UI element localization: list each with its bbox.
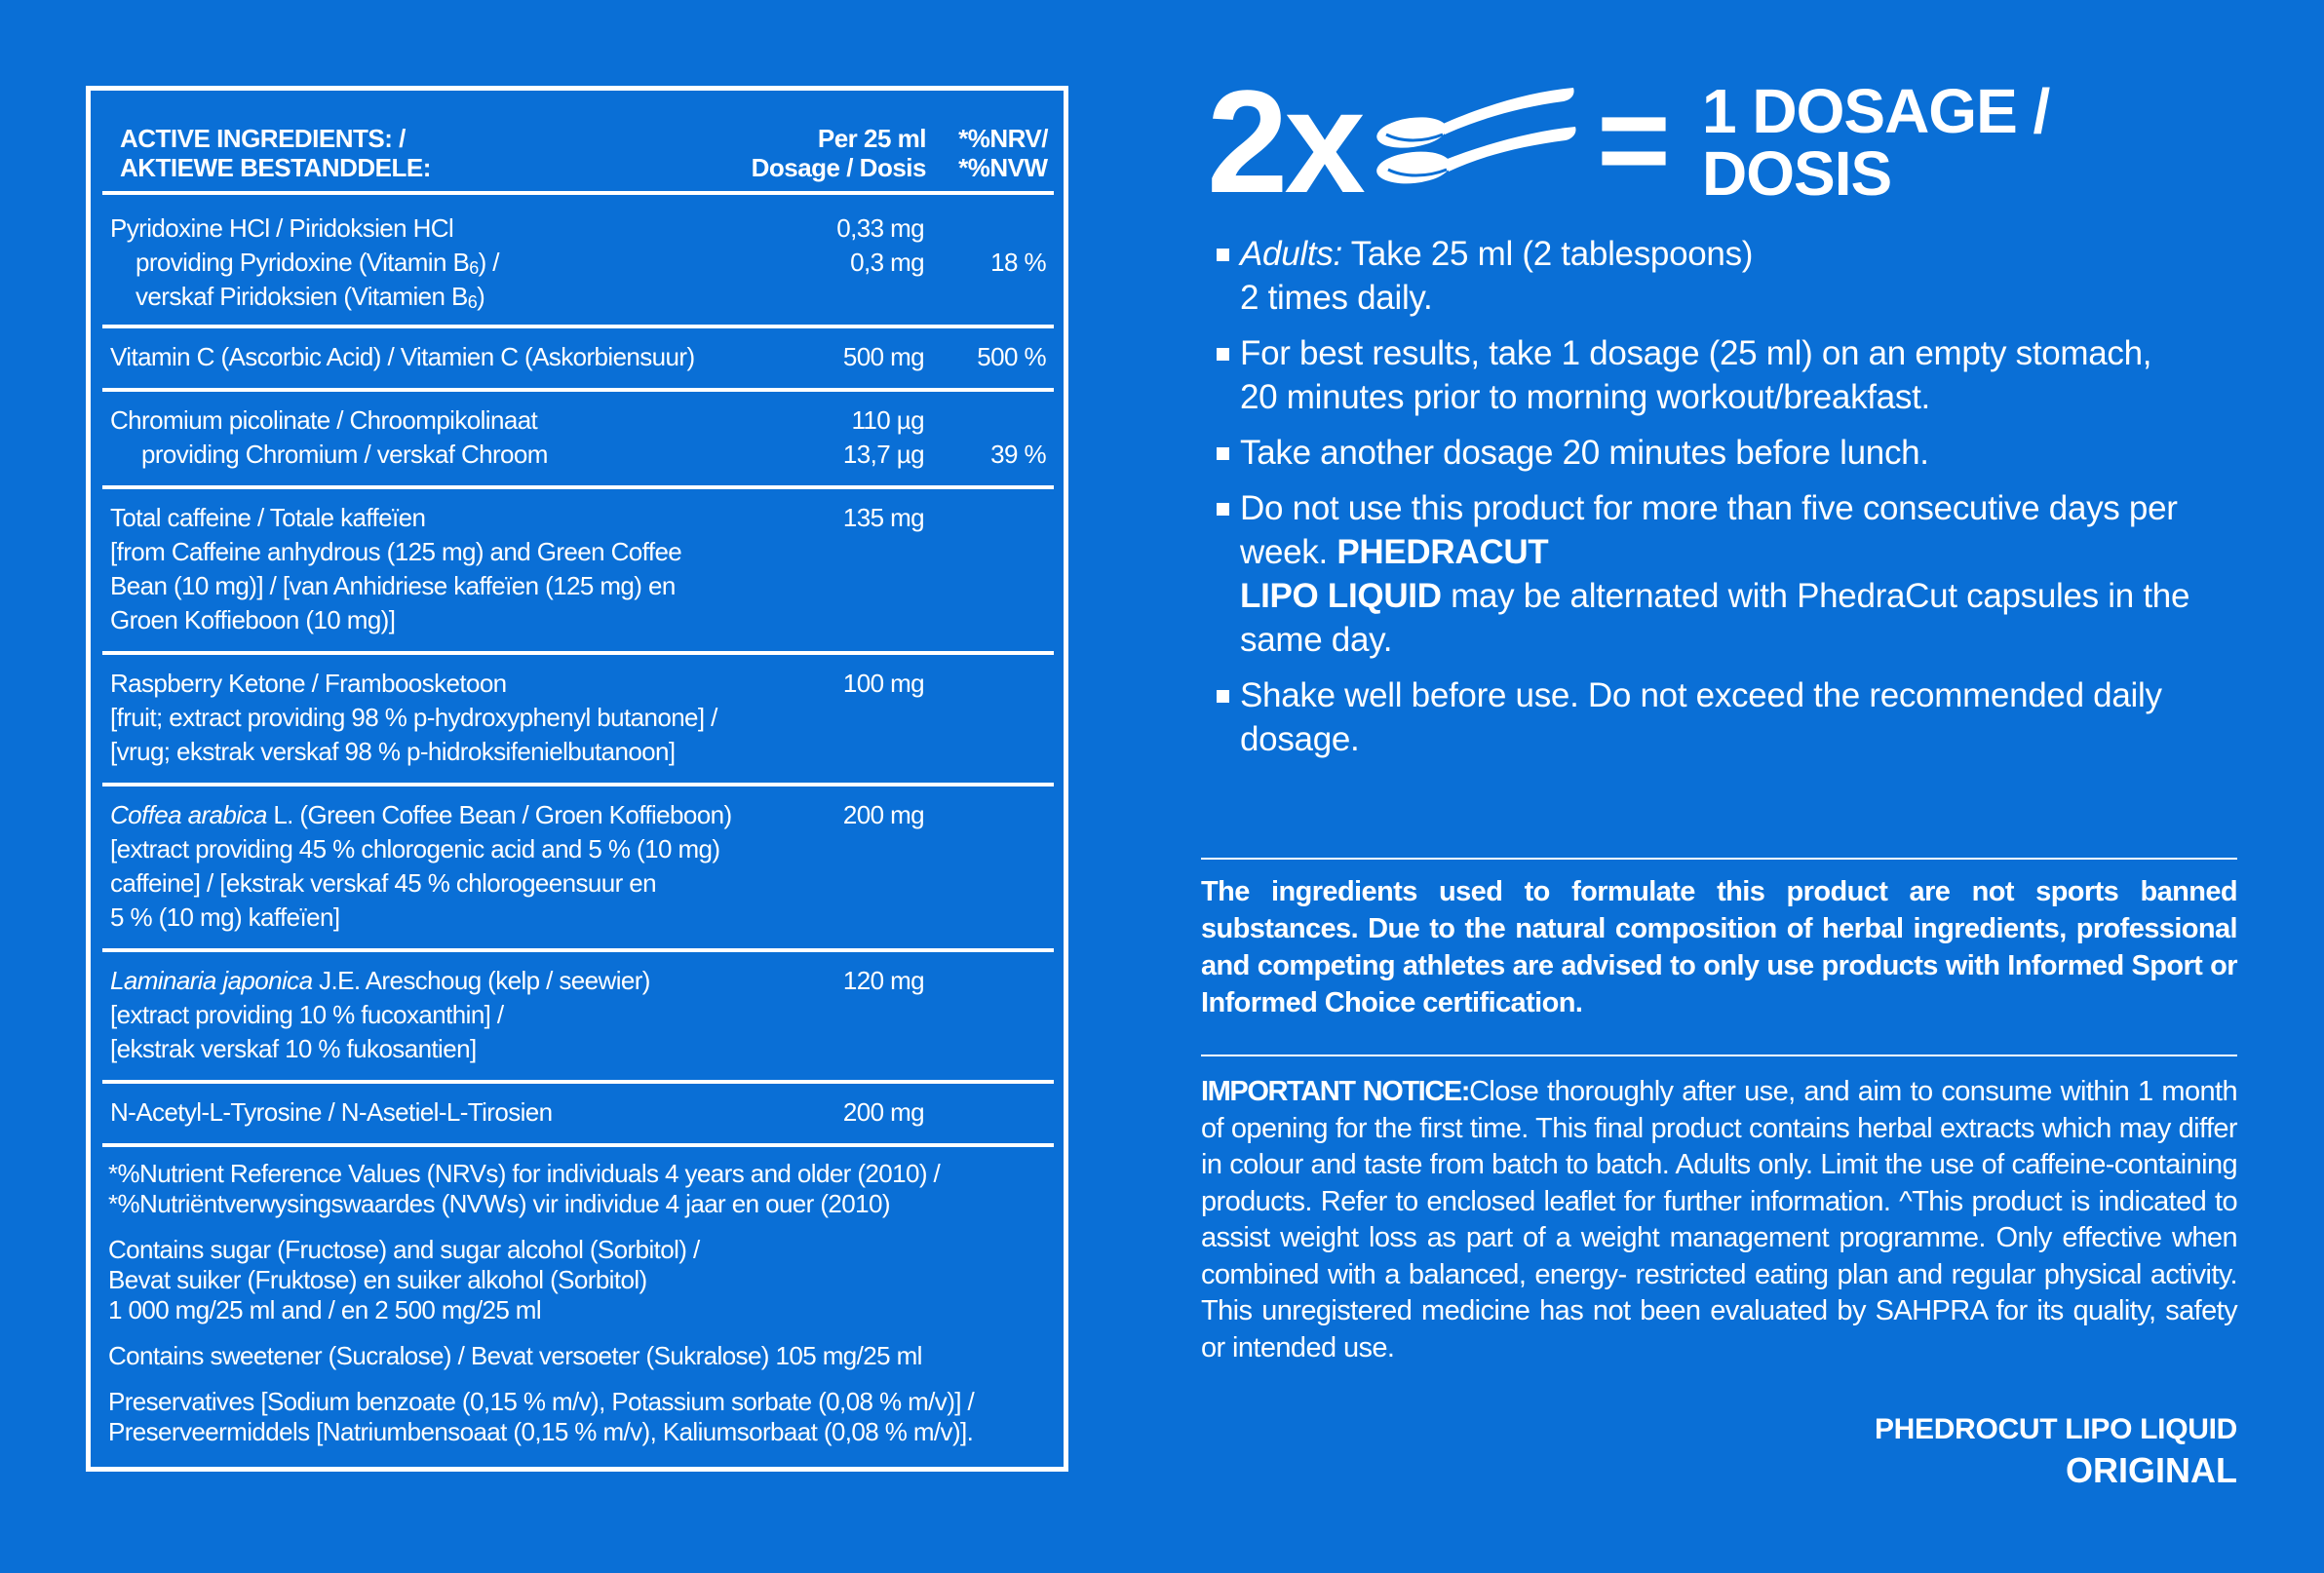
ingredient-name: Raspberry Ketone / Framboosketoon [fruit; extract providing 98 % p-hydroxyphenyl butanone] / [vrug; ekstrak verskaf 98 % p-hidroksifenielbutanoon] xyxy=(110,669,717,766)
ingredient-name: N-Acetyl-L-Tyrosine / N-Asetiel-L-Tirosien xyxy=(110,1097,553,1127)
table-divider xyxy=(102,1143,1054,1147)
header-nrv: *%NRV/ *%NVW xyxy=(958,124,1048,182)
ingredient-amount: 100 mg xyxy=(842,669,924,698)
ingredient-nrv: 500 % xyxy=(977,342,1046,371)
equals-sign: = xyxy=(1597,68,1671,211)
table-row xyxy=(110,211,1046,312)
table-divider xyxy=(102,325,1054,328)
footnote-nrv: *%Nutrient Reference Values (NRVs) for individuals 4 years and older (2010) / *%Nutriëntverwysingswaardes (NVWs) vir individue 4 jaar en ouer (2010) xyxy=(108,1159,941,1218)
ingredient-nrv: 18 % xyxy=(990,248,1046,277)
ingredient-nrv: 39 % xyxy=(990,440,1046,469)
direction-item: Shake well before use. Do not exceed the recommended daily dosage. xyxy=(1215,673,2238,761)
ingredient-amount: 135 mg xyxy=(842,503,924,532)
important-notice-text: Close thoroughly after use, and aim to consume within 1 month of opening for the first time. This final product contains herbal extracts which may differ in colour and taste from batch to batch. Adults only. Limit the use of caffeine-containing products. Refer to enclosed leaflet for further information. ^This product is indicated to assist weight loss as part of a weight management programme. Only effective when combined with a balanced, energy- restricted eating plan and regular physical activity. This unregistered medicine has not been evaluated by SAHPRA for its quality, safety or intended use. xyxy=(1201,1076,2237,1363)
ingredient-name: Pyridoxine HCl / Piridoksien HCl providing Pyridoxine (Vitamin $B_6$) / verskaf Piridoksien (Vitamien $B_6$) xyxy=(110,213,499,312)
footnote-preservatives: Preservatives [Sodium benzoate (0,15 % m/v), Potassium sorbate (0,08 % m/v)] / Preserveermiddels [Natriumbensoaat (0,15 % m/v), Kaliumsorbaat (0,08 % m/v)]. xyxy=(108,1387,975,1446)
bullet-icon xyxy=(1217,249,1229,261)
direction-item: Take another dosage 20 minutes before lunch. xyxy=(1215,431,2238,475)
header-ingredients: ACTIVE INGREDIENTS: / AKTIEWE BESTANDDELE: xyxy=(120,124,431,182)
direction-item: Do not use this product for more than five consecutive days per week. PHEDRACUT LIPO LIQUID may be alternated with PhedraCut capsules in the same day. xyxy=(1215,486,2238,662)
footnote-sweetener: Contains sweetener (Sucralose) / Bevat versoeter (Sukralose) 105 mg/25 ml xyxy=(108,1341,922,1370)
two-tablespoons-icon xyxy=(1373,86,1577,193)
direction-item: Adults: Take 25 ml (2 tablespoons) 2 times daily. xyxy=(1215,232,2238,320)
dosage-label: 1 DOSAGE / DOSIS xyxy=(1702,76,2050,209)
table-divider xyxy=(102,388,1054,392)
ingredient-amount: 500 mg xyxy=(842,342,924,371)
ingredient-amount: 200 mg xyxy=(842,1097,924,1127)
direction-item: For best results, take 1 dosage (25 ml) on an empty stomach, 20 minutes prior to morning workout/breakfast. xyxy=(1215,331,2238,419)
table-header xyxy=(108,118,1048,188)
ingredient-amount: 200 mg xyxy=(842,800,924,829)
table-divider xyxy=(102,1080,1054,1084)
section-divider xyxy=(1201,858,2237,860)
important-notice-label: IMPORTANT NOTICE: xyxy=(1201,1076,1470,1107)
ingredient-name: Chromium picolinate / Chroompikolinaat providing Chromium / verskaf Chroom xyxy=(110,405,548,469)
section-divider xyxy=(1201,1055,2237,1056)
table-divider xyxy=(102,948,1054,952)
bullet-icon xyxy=(1217,503,1229,516)
banned-substances-notice: The ingredients used to formulate this product are not sports banned substances. Due to the natural composition of herbal ingredients, professional and competing athletes are advised to only use products with Informed Sport or Informed Choice certification. xyxy=(1201,876,2237,1018)
dosage-multiplier: 2x xyxy=(1207,59,1362,223)
ingredient-name: Vitamin C (Ascorbic Acid) / Vitamien C (Askorbiensuur) xyxy=(110,342,695,371)
directions-list xyxy=(1215,232,2238,773)
important-notice xyxy=(1201,1074,2237,1366)
ingredient-name: Total caffeine / Totale kaffeïen [from Caffeine anhydrous (125 mg) and Green Coffee Bean (10 mg)] / [van Anhidriese kaffeïen (125 mg) en Groen Koffieboon (10 mg)] xyxy=(110,503,682,634)
ingredient-name: Laminaria japonica J.E. Areschoug (kelp / seewier) [extract providing 10 % fucoxanthin] / [ekstrak verskaf 10 % fukosantien] xyxy=(110,966,650,1063)
table-divider xyxy=(102,651,1054,655)
table-divider xyxy=(102,783,1054,786)
ingredient-amount: 110 µg 13,7 µg xyxy=(842,405,924,469)
footnote-sugar: Contains sugar (Fructose) and sugar alcohol (Sorbitol) / Bevat suiker (Fruktose) en suiker alkohol (Sorbitol) 1 000 mg/25 ml and / en 2 500 mg/25 ml xyxy=(108,1235,700,1324)
header-per-dosage: Per 25 ml Dosage / Dosis xyxy=(751,124,926,182)
product-name: PHEDROCUT LIPO LIQUID ORIGINAL xyxy=(1874,1413,2237,1490)
bullet-icon xyxy=(1217,348,1229,361)
bullet-icon xyxy=(1217,690,1229,703)
bullet-icon xyxy=(1217,447,1229,460)
dosage-header xyxy=(1207,59,2084,223)
table-divider xyxy=(102,485,1054,489)
table-divider xyxy=(102,191,1054,195)
ingredient-amount: 120 mg xyxy=(842,966,924,995)
ingredients-table xyxy=(86,86,1068,1472)
ingredient-amount: 0,33 mg 0,3 mg xyxy=(836,213,924,277)
ingredient-name: Coffea arabica L. (Green Coffee Bean / Groen Koffieboon) [extract providing 45 % chlorogenic acid and 5 % (10 mg) caffeine] / [ekstrak verskaf 45 % chlorogeensuur en 5 % (10 mg) kaffeïen] xyxy=(110,800,732,932)
